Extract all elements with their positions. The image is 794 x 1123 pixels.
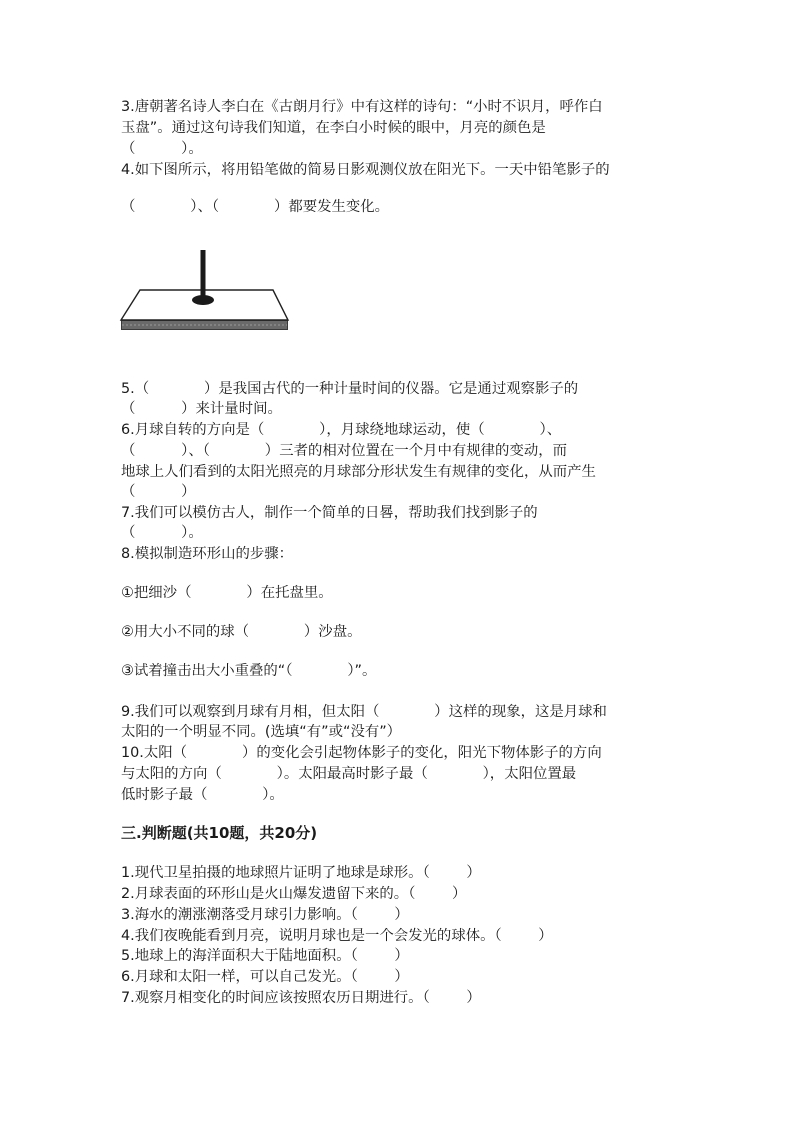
q8-line1: 8.模拟制造环形山的步骤：	[121, 546, 294, 562]
judge-item-3: 3.海水的潮涨潮落受月球引力影响。（ ）	[121, 907, 409, 923]
judge-item-5: 5.地球上的海洋面积大于陆地面积。（ ）	[121, 948, 409, 964]
q7-line2: （ ）。	[121, 525, 203, 541]
q8-step3: ③试着撞击出大小重叠的“（ ）”。	[121, 663, 377, 679]
judge-item-7: 7.观察月相变化的时间应该按照农历日期进行。（ ）	[121, 990, 481, 1006]
q7-line1: 7.我们可以模仿古人，制作一个简单的日晷，帮助我们找到影子的	[121, 505, 538, 521]
judge-item-4: 4.我们夜晚能看到月亮，说明月球也是一个会发光的球体。（ ）	[121, 928, 553, 944]
q5-line1: 5.（ ）是我国古代的一种计量时间的仪器。它是通过观察影子的	[121, 381, 579, 397]
q6-line3: 地球上人们看到的太阳光照亮的月球部分形状发生有规律的变化，从而产生	[121, 464, 596, 480]
q6-line2: （ ）、（ ）三者的相对位置在一个月中有规律的变动，而	[121, 443, 568, 459]
q10-line3: 低时影子最（ ）。	[121, 787, 284, 803]
q9-line1: 9.我们可以观察到月球有月相，但太阳（ ）这样的现象，这是月球和	[121, 704, 607, 720]
q5-line2: （ ）来计量时间。	[121, 401, 282, 417]
q4-line1: 4.如下图所示，将用铅笔做的简易日影观测仪放在阳光下。一天中铅笔影子的	[121, 162, 610, 178]
pencil	[201, 250, 206, 300]
q3-line2: 玉盘”。通过这句诗我们知道，在李白小时候的眼中，月亮的颜色是	[121, 120, 546, 136]
q10-line1: 10.太阳（ ）的变化会引起物体影子的变化，阳光下物体影子的方向	[121, 745, 602, 761]
q4-line2: （ ）、（ ）都要发生变化。	[121, 199, 390, 215]
q10-line2: 与太阳的方向（ ）。太阳最高时影子最（ ），太阳位置最	[121, 766, 577, 782]
q8-step2: ②用大小不同的球（ ）沙盘。	[121, 624, 362, 640]
q9-line2: 太阳的一个明显不同。(选填“有”或“没有”）	[121, 724, 402, 740]
q6-line4: （ ）	[121, 484, 196, 500]
judge-item-1: 1.现代卫星拍摄的地球照片证明了地球是球形。（ ）	[121, 865, 481, 881]
q8-step1: ①把细沙（ ）在托盘里。	[121, 585, 333, 601]
judge-item-6: 6.月球和太阳一样，可以自己发光。（ ）	[121, 969, 409, 985]
judge-item-2: 2.月球表面的环形山是火山爆发遗留下来的。（ ）	[121, 886, 467, 902]
q3-line3: （ ）。	[121, 141, 203, 157]
pencil-sundial-figure	[118, 246, 290, 334]
q6-line1: 6.月球自转的方向是（ ），月球绕地球运动，使（ ）、	[121, 422, 562, 438]
q3-line1: 3.唐朝著名诗人李白在《古朗月行》中有这样的诗句：“小时不识月，呼作白	[121, 99, 603, 115]
section-heading: 三.判断题(共10题，共20分)	[121, 824, 318, 842]
